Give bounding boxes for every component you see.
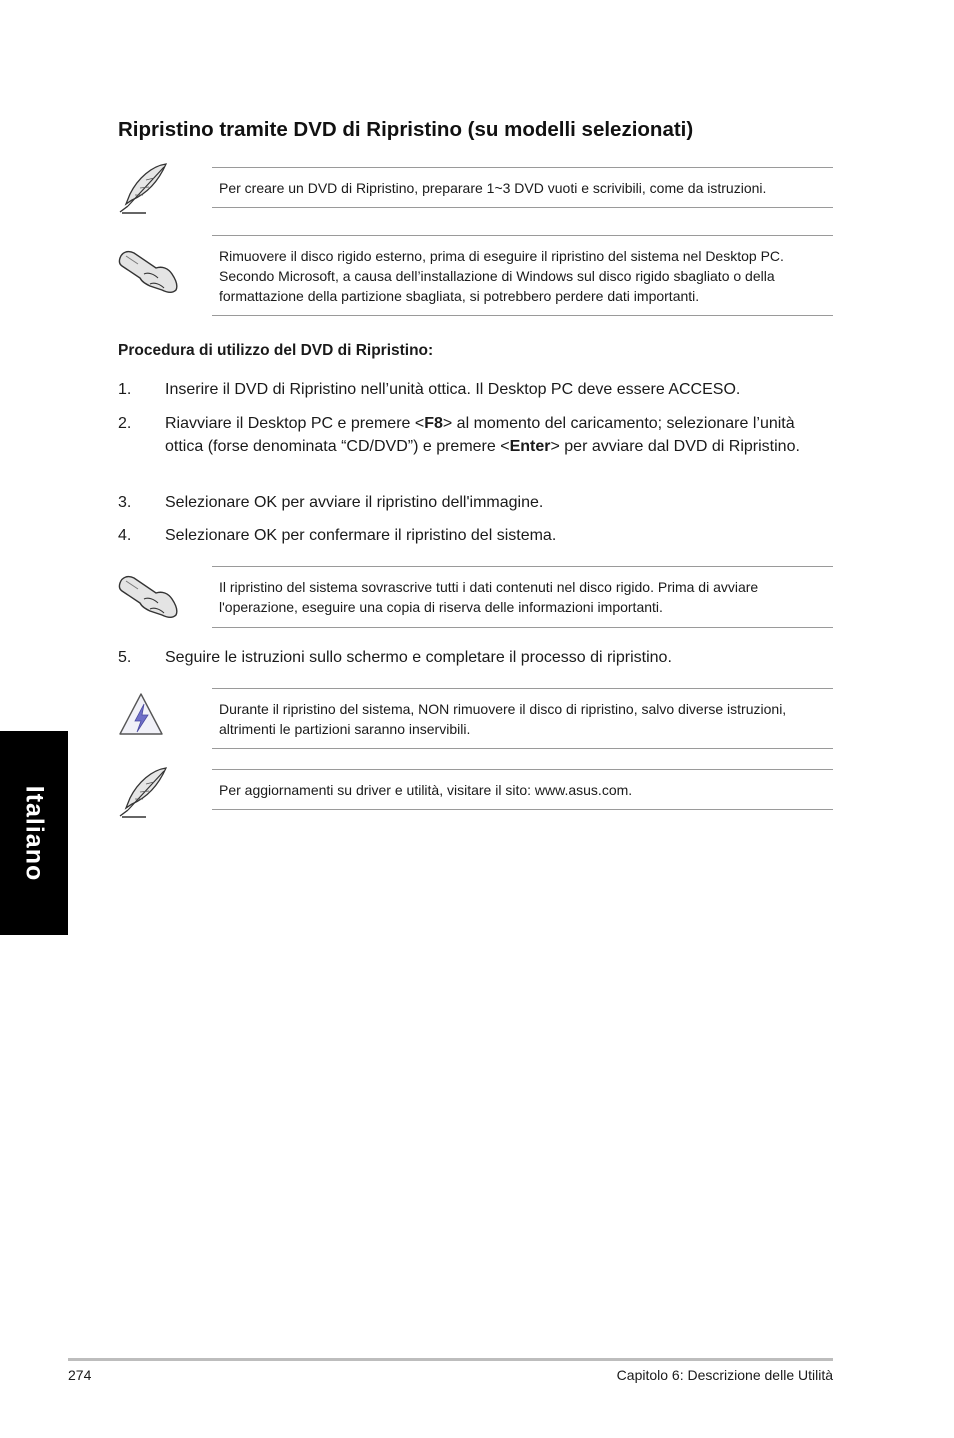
step-text: Selezionare OK per confermare il ripristino del sistema. [165,527,557,544]
step-item [118,412,833,458]
step-number: 1. [118,381,132,398]
step-text: Inserire il DVD di Ripristino nell’unità ottica. Il Desktop PC deve essere ACCESO. [165,381,741,398]
procedure-heading: Procedura di utilizzo del DVD di Ripristino: [118,342,434,359]
page-number: 274 [68,1367,92,1383]
step-text: Seguire le istruzioni sullo schermo e completare il processo di ripristino. [165,649,672,666]
step-number: 4. [118,527,132,544]
step-number: 2. [118,415,132,432]
warning-box [212,688,833,749]
feather-pen-icon [116,764,172,820]
note-text: Il ripristino del sistema sovrascrive tutti i dati contenuti nel disco rigido. Prima di avviare l'operazione, eseguire una copia di riserva delle informazioni importanti. [219,579,759,615]
pointing-hand-icon [116,569,182,621]
step-item [118,378,833,401]
note-text: Durante il ripristino del sistema, NON rimuovere il disco di ripristino, salvo diverse istruzioni, altrimenti le partizioni saranno inservibili. [219,700,787,737]
warning-lightning-icon [116,690,166,740]
pointing-hand-icon [116,244,182,296]
step-text-part: > al momento del caricamento; selezionare l’unità ottica (forse denominata “CD/DVD”) e premere < [165,415,795,455]
caution-box [212,235,833,316]
key-f8: F8 [424,415,443,432]
note-text: Per aggiornamenti su driver e utilità, visitare il sito: www.asus.com. [219,781,633,798]
key-enter: Enter [509,438,551,455]
step-item [118,491,833,514]
step-text: Selezionare OK per avviare il ripristino dell'immagine. [165,494,544,511]
note-text: Rimuovere il disco rigido esterno, prima di eseguire il ripristino del sistema nel Desktop PC. Secondo Microsoft, a causa dell’installazione di Windows sul disco rigido sbagliato o della formattazione della partizione sbagliata, si potrebbero perdere dati importanti. [219,247,784,304]
step-item [118,646,833,669]
footer-divider [68,1358,833,1361]
page-title: Ripristino tramite DVD di Ripristino (su modelli selezionati) [118,118,694,141]
step-item [118,524,833,547]
language-side-tab [0,731,68,935]
step-number: 5. [118,649,132,666]
note-text: Per creare un DVD di Ripristino, preparare 1~3 DVD vuoti e scrivibili, come da istruzioni. [219,179,767,196]
language-tab-label: Italiano [20,785,49,881]
feather-pen-icon [116,160,172,216]
step-text-part: Riavviare il Desktop PC e premere < [165,415,425,432]
caution-box [212,566,833,628]
chapter-title: Capitolo 6: Descrizione delle Utilità [616,1367,833,1383]
step-text-part: > per avviare dal DVD di Ripristino. [550,438,800,455]
note-box [212,769,833,810]
step-number: 3. [118,494,132,511]
note-box [212,167,833,208]
step-text [165,412,833,458]
